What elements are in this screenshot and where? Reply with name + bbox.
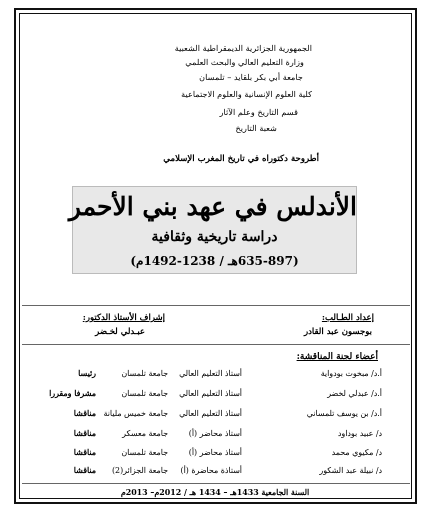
divider-bottom [22, 483, 410, 484]
ministry-line: وزارة التعليم العالي والبحث العلمي [185, 57, 304, 67]
member-name: أ.د/ بن يوسف تلمساني [306, 409, 382, 418]
member-university: جامعة تلمسان [121, 448, 168, 457]
thesis-subtitle: دراسة تاريخية وثقافية [151, 229, 278, 245]
member-name: أ.د/ مبخوت بودواية [320, 369, 382, 378]
faculty-line: كلية العلوم الإنسانية والعلوم الاجتماعية [181, 89, 312, 99]
committee-row [0, 466, 430, 482]
member-rank: أستاذ التعليم العالي [179, 389, 242, 398]
committee-row [0, 389, 430, 405]
member-role: مناقشا [73, 409, 96, 418]
committee-row [0, 369, 430, 385]
academic-year: السنة الجامعية 1433هـ – 1434 هـ / 2012م– 2013م [120, 488, 310, 497]
member-role: مناقشا [73, 429, 96, 438]
supervisor-name: عبـدلي لخـضر [95, 327, 145, 337]
supervisor-label: إشراف الأستاذ الدكتور: [82, 313, 165, 323]
member-university: جامعة تلمسان [121, 389, 168, 398]
committee-row [0, 429, 430, 445]
member-rank: أستاذ محاضر (أ) [188, 429, 242, 438]
member-role: مناقشا [73, 466, 96, 475]
divider-middle [22, 344, 410, 345]
member-university: جامعة الجزائر(2) [111, 466, 168, 475]
member-university: جامعة معسكر [122, 429, 168, 438]
republic-line: الجمهورية الجزائرية الديمقراطية الشعبية [174, 43, 312, 53]
committee-row [0, 409, 430, 425]
member-rank: أستاذة محاضرة (أ) [180, 466, 242, 475]
member-name: د/ مكيوي محمد [331, 448, 382, 457]
member-rank: أستاذ محاضر (أ) [188, 448, 242, 457]
member-rank: أستاذ التعليم العالي [179, 409, 242, 418]
branch-line: شعبة التاريخ [235, 123, 277, 133]
member-name: أ.د/ عبدلي لخضر [327, 389, 382, 398]
member-university: جامعة تلمسان [121, 369, 168, 378]
member-role: مشرفا ومقررا [49, 389, 96, 398]
member-name: د/ نبيلة عبد الشكور [319, 466, 382, 475]
member-rank: أستاذ التعليم العالي [179, 369, 242, 378]
department-line: قسم التاريخ وعلم الآثار [219, 107, 298, 117]
committee-row [0, 448, 430, 464]
divider-top [22, 305, 410, 306]
thesis-type-line: أطروحة دكتوراه في تاريخ المغرب الإسلامي [163, 154, 319, 164]
member-role: مناقشا [73, 448, 96, 457]
committee-title: أعضاء لجنة المناقشة: [296, 352, 378, 362]
thesis-dates: (635-897هـ / 1238-1492م) [130, 254, 299, 268]
member-role: رئيسا [78, 369, 96, 378]
prepared-by-label: إعداد الطـالب: [321, 313, 374, 323]
member-university: جامعة خميس مليانة [103, 409, 168, 418]
student-name: بوجسون عبد القادر [304, 327, 372, 337]
university-line: جامعة أبي بكر بلقايد – تلمسان [199, 72, 303, 82]
thesis-title: الأندلس في عهد بني الأحمر [68, 192, 357, 221]
member-name: د/ عبيد بوداود [337, 429, 382, 438]
